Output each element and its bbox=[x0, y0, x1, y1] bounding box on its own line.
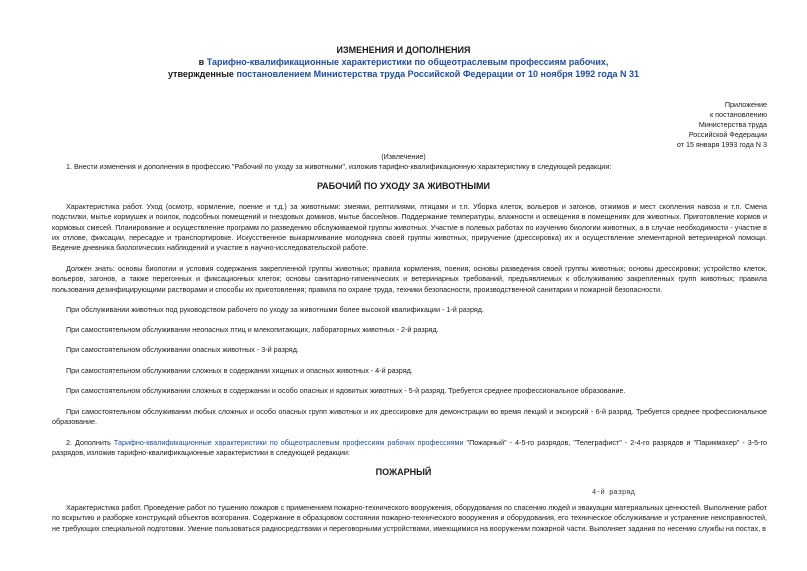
appendix-line: к постановлению bbox=[709, 110, 767, 119]
item-2-tariff-link[interactable]: Тарифно-квалификационные характеристики по общеотраслевым профессиям рабочих профессиями bbox=[113, 438, 464, 447]
section-1-must-know: Должен знать: основы биологии и условия содержания закрепленной группы животных; правила кормления, поения; основы разведения своей группы животных; основы дрессировки; устройство клеток, вольеров, загонов, а также перегонных и фиксационных клеток; основы санитарно-гигиенических и ветеринарных требований, предъявляемых к обслуживанию закрепленных групп животных; правила пользования дезинфицирующими растворами и способы их приготовления; правила по охране труда, техники безопасности, производственной санитарии и пожарной безопасности. bbox=[52, 264, 767, 294]
appendix-block bbox=[677, 100, 767, 150]
section-2-heading: ПОЖАРНЫЙ bbox=[375, 467, 432, 477]
rank-4-text: При самостоятельном обслуживании сложных в содержании хищных и опасных животных - 4-й разряд. bbox=[66, 366, 413, 375]
rank-5-text: При самостоятельном обслуживании сложных в содержании и особо опасных и ядовитых животных - 5-й разряд. Требуется среднее профессиональное образование. bbox=[66, 386, 626, 395]
tariff-characteristics-link[interactable]: Тарифно-квалификационные характеристики по общеотраслевым профессиям рабочих, bbox=[206, 57, 609, 67]
section-1-characteristic: Характеристика работ. Уход (осмотр, кормление, поение и т.д.) за животными: змеями, рептилиями, птицами и т.п. Уборка клеток, вольеров и загонов, отжимов и мест скопления навоза и т.п. Смена подстилки, мытье кормушек и поилок, подсобных помещений и гнездовых домиков, мытье бассейнов. Поддержание температуры, влажности и освещения в помещениях для животных. Приготовление кормов и кормовых смесей. Планирование и осуществление программ по разведению обслуживаемой группы животных. Участие в полевых работах по изучению биологии животных, а в случае необходимости - участие в их отлове, фиксации, пересадке и транспортировке. Искусственное выкармливание молодняка своей группы животных, приручение (дрессировка) их и осуществление элементарной ветеринарной помощи. Ведение дневника биологических наблюдений и участие в научно-исследовательской работе. bbox=[52, 202, 767, 253]
appendix-line: Приложение bbox=[724, 100, 767, 109]
section-2-rank: 4-й разряд bbox=[591, 489, 635, 497]
header-title: ИЗМЕНЕНИЯ И ДОПОЛНЕНИЯ bbox=[336, 45, 471, 55]
appendix-line: Министерства труда bbox=[698, 120, 767, 129]
header-line-3-prefix: утвержденные bbox=[167, 69, 234, 79]
item-2-text bbox=[52, 438, 767, 459]
section-2-characteristic: Характеристика работ. Проведение работ по тушению пожаров с применением пожарно-технического вооружения, оборудования по спасению людей и эвакуации материальных ценностей. Выполнение работ по вскрытию и разборке конструкций объектов возгорания. Содержание в образцовом состоянии пожарно-технического вооружения и оборудования, его техническое обслуживание и устранение неисправностей, не требующих специальной подготовки. Умение пользоваться радиосредствами и переговорными устройствами, имеющимися на вооружении пожарной части. Выполняет задания по несению службы на постах, в bbox=[52, 503, 767, 533]
header-line-3 bbox=[0, 68, 807, 80]
item-2-prefix: 2. Дополнить bbox=[66, 438, 111, 447]
appendix-line: от 15 января 1993 года N 3 bbox=[676, 140, 767, 149]
rank-3-text: При самостоятельном обслуживании опасных животных - 3-й разряд. bbox=[66, 345, 299, 354]
item-1-text: 1. Внести изменения и дополнения в профессию "Рабочий по уходу за животными", изложив тарифно-квалификационную характеристику в следующей редакции: bbox=[66, 162, 612, 171]
rank-2-text: При самостоятельном обслуживании неопасных птиц и млекопитающих, лабораторных животных - 2-й разряд. bbox=[66, 325, 439, 334]
header-line-2 bbox=[0, 56, 807, 68]
section-1-heading: РАБОЧИЙ ПО УХОДУ ЗА ЖИВОТНЫМИ bbox=[316, 181, 491, 191]
item-2-suffix: "Пожарный" - 4-5-го разрядов, "Телеграфист" - 2-4-го разрядов и "Парикмахер" - 3-5-го разрядов, изложив тарифно-квалификационные характеристики в следующей редакции: bbox=[52, 438, 768, 458]
ministry-resolution-link[interactable]: постановлением Министерства труда Российской Федерации от 10 ноября 1992 года N 31 bbox=[236, 69, 640, 79]
rank-6-text: При самостоятельном обслуживании любых сложных и особо опасных групп животных и их дрессировке для демонстрации во время лекций и экскурсий - 6-й разряд. Требуется среднее профессиональное образование. bbox=[52, 407, 767, 427]
header-line-2-prefix: в bbox=[198, 57, 205, 67]
extract-note: (Извлечение) bbox=[381, 152, 426, 161]
rank-1-text: При обслуживании животных под руководством рабочего по уходу за животными более высокой квалификации - 1-й разряд. bbox=[66, 305, 484, 314]
appendix-line: Российской Федерации bbox=[688, 130, 767, 139]
document-header bbox=[0, 44, 807, 80]
